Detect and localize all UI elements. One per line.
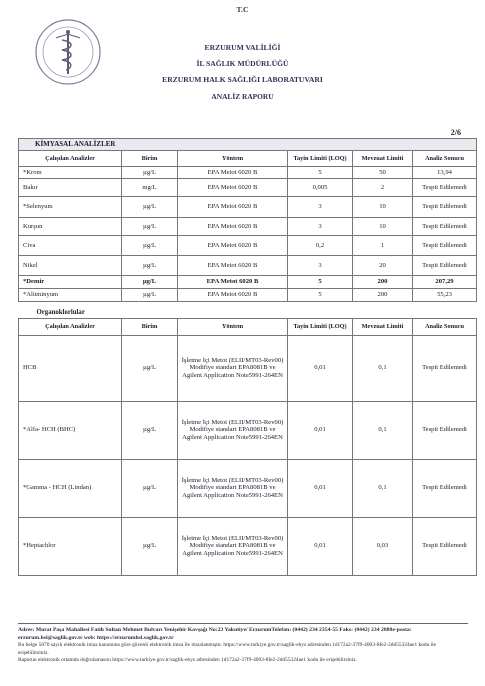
legal-limit: 0,03 xyxy=(353,517,413,575)
table-row xyxy=(19,179,477,197)
unit: µg/L xyxy=(122,197,178,218)
unit: µg/L xyxy=(122,218,178,236)
loq: 3 xyxy=(288,218,353,236)
legal-limit: 20 xyxy=(353,256,413,276)
header-report-title: ANALİZ RAPORU xyxy=(211,92,274,101)
method: EPA Metot 6020 B xyxy=(178,236,288,256)
loq: 5 xyxy=(288,167,353,179)
method: EPA Metot 6020 B xyxy=(178,179,288,197)
kimyasal-title: KİMYASAL ANALİZLER xyxy=(19,139,477,151)
unit: µg/L xyxy=(122,276,178,289)
unit: µg/L xyxy=(122,401,178,459)
legal-limit: 50 xyxy=(353,167,413,179)
header-laboratuvar: ERZURUM HALK SAĞLIĞI LABORATUVARI xyxy=(162,75,323,84)
analysis-name: Bakır xyxy=(19,179,122,197)
legal-limit: 200 xyxy=(353,289,413,302)
column-header: Analiz Sonucu xyxy=(413,318,477,335)
unit: µg/L xyxy=(122,256,178,276)
method: EPA Metot 6020 B xyxy=(178,289,288,302)
analysis-name: *Alfa- HCH (BHC) xyxy=(19,401,122,459)
method: İşletme İçi Metot (ELII/MT03-Rev00) Modifiye standart EPA8081B ve Agilent Application Note5991-264EN xyxy=(178,401,288,459)
footer xyxy=(18,627,468,664)
analysis-name: HCB xyxy=(19,335,122,401)
footer-divider xyxy=(18,623,468,624)
method: EPA Metot 6020 B xyxy=(178,167,288,179)
loq: 3 xyxy=(288,197,353,218)
column-header: Mevzuat Limiti xyxy=(353,318,413,335)
analysis-name: *Alüminyum xyxy=(19,289,122,302)
footer-address: Adres: Murat Paşa Mahallesi Fatih Sultan Mehmet Bulvarı Yenişehir Kavşağı No:23 Yakutiye/ ErzurumTelefon: (0442) 234 2354-55 Faks: (0442) 234 2888e-posta: erzurum.hsl@saglik.gov.tr web: https://erzurumhsl.saglik.gov.tr xyxy=(18,627,412,641)
column-header: Çalışılan Analizler xyxy=(19,151,122,167)
column-header: Tayin Limiti (LOQ) xyxy=(288,151,353,167)
analysis-name: *Heptachlor xyxy=(19,517,122,575)
unit: µg/L xyxy=(122,289,178,302)
result: Tespit Edilemedi xyxy=(413,517,477,575)
organoklor-header-row xyxy=(19,318,477,335)
loq: 0,01 xyxy=(288,517,353,575)
organoklor-table xyxy=(18,308,477,576)
result: Tespit Edilemedi xyxy=(413,459,477,517)
legal-limit: 1 xyxy=(353,236,413,256)
table-row xyxy=(19,236,477,256)
result: Tespit Edilemedi xyxy=(413,197,477,218)
method: EPA Metot 6020 B xyxy=(178,218,288,236)
loq: 0,005 xyxy=(288,179,353,197)
unit: µg/L xyxy=(122,459,178,517)
legal-limit: 200 xyxy=(353,276,413,289)
table-row xyxy=(19,289,477,302)
result: Tespit Edilemedi xyxy=(413,335,477,401)
unit: µg/L xyxy=(122,335,178,401)
loq: 0,01 xyxy=(288,401,353,459)
header-tc: T.C xyxy=(236,5,249,14)
kimyasal-header-row xyxy=(19,151,477,167)
legal-limit: 2 xyxy=(353,179,413,197)
loq: 5 xyxy=(288,276,353,289)
result: 13,94 xyxy=(413,167,477,179)
column-header: Yöntem xyxy=(178,318,288,335)
page-number: 2/6 xyxy=(450,128,461,137)
analysis-name: Kurşun xyxy=(19,218,122,236)
analysis-name: Civa xyxy=(19,236,122,256)
legal-limit: 0,1 xyxy=(353,401,413,459)
result: Tespit Edilemedi xyxy=(413,256,477,276)
unit: mg/L xyxy=(122,179,178,197)
result: Tespit Edilemedi xyxy=(413,179,477,197)
table-row xyxy=(19,335,477,401)
legal-limit: 10 xyxy=(353,218,413,236)
method: EPA Metot 6020 B xyxy=(178,197,288,218)
table-row xyxy=(19,197,477,218)
footer-esign-note: Bu belge 5070 sayılı elektronik imza kanununa göre güvenli elektronik imza ile imzalanmıştır. https://www.turkiye.gov.tr/saglik-ebys adresinden 1d172a2-37f9-4003-8fe2-2dd55324ae1 kodu ile erişebilirsiniz. xyxy=(18,642,437,656)
column-header: Mevzuat Limiti xyxy=(353,151,413,167)
unit: µg/L xyxy=(122,167,178,179)
column-header: Analiz Sonucu xyxy=(413,151,477,167)
result: Tespit Edilemedi xyxy=(413,401,477,459)
legal-limit: 0,1 xyxy=(353,335,413,401)
legal-limit: 0,1 xyxy=(353,459,413,517)
analysis-name: *Krom xyxy=(19,167,122,179)
result: Tespit Edilemedi xyxy=(413,236,477,256)
table-row xyxy=(19,276,477,289)
result: 55,23 xyxy=(413,289,477,302)
result: 207,29 xyxy=(413,276,477,289)
kimyasal-section xyxy=(18,138,476,302)
table-row xyxy=(19,167,477,179)
method: EPA Metot 6020 B xyxy=(178,276,288,289)
column-header: Tayin Limiti (LOQ) xyxy=(288,318,353,335)
table-row xyxy=(19,401,477,459)
method: İşletme İçi Metot (ELII/MT03-Rev00) Modifiye standart EPA8081B ve Agilent Application Note5991-264EN xyxy=(178,459,288,517)
method: İşletme İçi Metot (ELII/MT03-Rev00) Modifiye standart EPA8081B ve Agilent Application Note5991-264EN xyxy=(178,517,288,575)
footer-verify-note: Raporun elektronik ortamda doğrulamasını https://www.turkiye.gov.tr/saglik-ebys adresinden 1d172a2-37f9-4003-8fe2-2dd55324ae1 kodu ile erişebilirsiniz. xyxy=(18,656,357,663)
column-header: Yöntem xyxy=(178,151,288,167)
table-row xyxy=(19,459,477,517)
organoklor-title: Organoklorlular xyxy=(36,308,85,316)
analysis-name: *Demir xyxy=(19,276,122,289)
loq: 0,01 xyxy=(288,459,353,517)
loq: 3 xyxy=(288,256,353,276)
method: EPA Metot 6020 B xyxy=(178,256,288,276)
analysis-name: *Gamma - HCH (Lindan) xyxy=(19,459,122,517)
table-row xyxy=(19,517,477,575)
organoklor-section xyxy=(18,308,476,576)
unit: µg/L xyxy=(122,517,178,575)
legal-limit: 10 xyxy=(353,197,413,218)
loq: 5 xyxy=(288,289,353,302)
analysis-name: *Selenyum xyxy=(19,197,122,218)
table-row xyxy=(19,218,477,236)
column-header: Çalışılan Analizler xyxy=(19,318,122,335)
header-valilik: ERZURUM VALİLİĞİ xyxy=(204,43,281,52)
column-header: Birim xyxy=(122,318,178,335)
unit: µg/L xyxy=(122,236,178,256)
method: İşletme İçi Metot (ELII/MT03-Rev00) Modifiye standart EPA8081B ve Agilent Application Note5991-264EN xyxy=(178,335,288,401)
analysis-name: Nikel xyxy=(19,256,122,276)
column-header: Birim xyxy=(122,151,178,167)
table-row xyxy=(19,256,477,276)
loq: 0,2 xyxy=(288,236,353,256)
result: Tespit Edilemedi xyxy=(413,218,477,236)
header-mudurluk: İL SAĞLIK MÜDÜRLÜĞÜ xyxy=(196,59,289,68)
kimyasal-table xyxy=(18,138,477,302)
loq: 0,01 xyxy=(288,335,353,401)
